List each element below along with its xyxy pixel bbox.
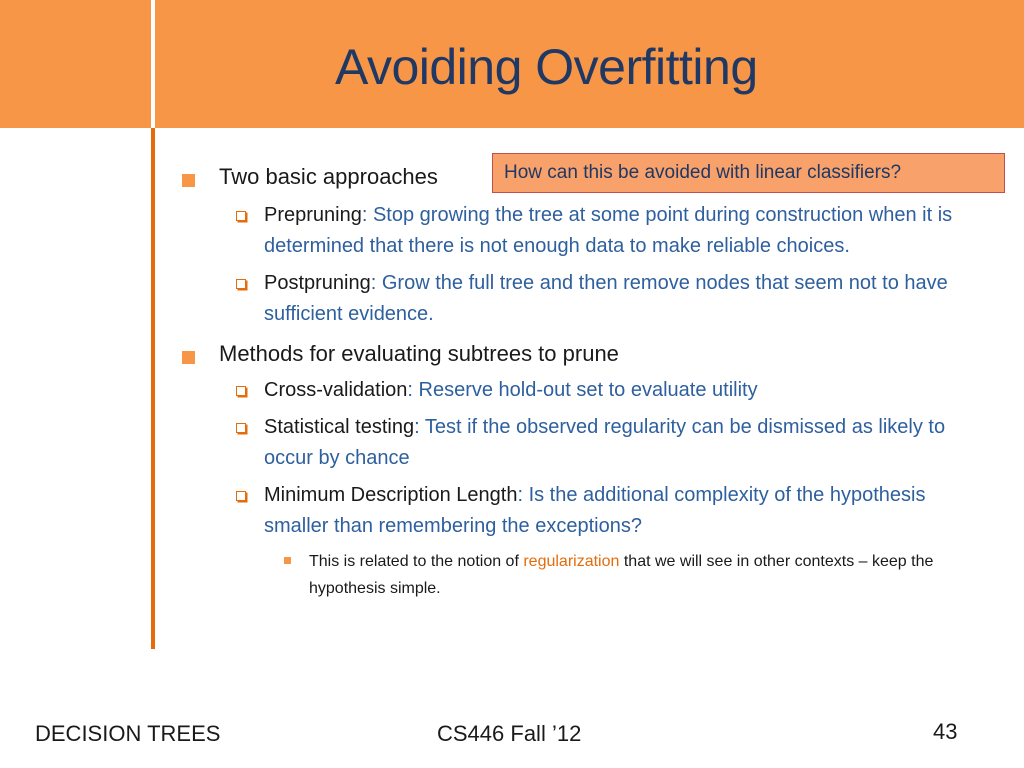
- subbullet-separator: :: [414, 416, 425, 438]
- subbullet-statistical-testing: [264, 412, 954, 474]
- footer-center: CS446 Fall ’12: [437, 721, 582, 746]
- subbullet-mdl: [264, 480, 954, 542]
- callout-box: How can this be avoided with linear classifiers?: [492, 153, 1005, 193]
- subbullet-desc: Test if the observed regularity can be dismissed as likely to occur by chance: [264, 416, 946, 469]
- subbullet-term: Minimum Description Length: [264, 484, 518, 506]
- subbullet-term: Cross-validation: [264, 379, 408, 401]
- subbullet-cross-validation: [264, 375, 954, 406]
- hollow-square-bullet-icon: [236, 211, 246, 221]
- bullet-methods: [180, 339, 970, 369]
- subbullet-term: Prepruning: [264, 204, 362, 226]
- note-text-after: that we will see in other contexts – keep the hypothesis simple.: [309, 553, 934, 597]
- small-square-bullet-icon: [284, 557, 291, 564]
- hollow-square-bullet-icon: [236, 386, 246, 396]
- subbullet-term: Postpruning: [264, 272, 371, 294]
- hollow-square-bullet-icon: [236, 279, 246, 289]
- square-bullet-icon: [182, 351, 195, 364]
- subbullet-desc: Stop growing the tree at some point during construction when it is determined that there is not enough data to make reliable choices.: [264, 204, 953, 257]
- note-highlight: regularization: [523, 553, 620, 570]
- subbullet-separator: :: [370, 272, 382, 294]
- subbullet-separator: :: [517, 484, 529, 506]
- left-rule: [151, 128, 155, 649]
- hollow-square-bullet-icon: [236, 423, 246, 433]
- subbullet-separator: :: [361, 204, 373, 226]
- subbullet-prepruning: [264, 200, 954, 262]
- slide-title: Avoiding Overfitting: [335, 39, 758, 95]
- subbullet-postpruning: [264, 268, 954, 330]
- subbullet-desc: Grow the full tree and then remove nodes that seem not to have sufficient evidence.: [264, 272, 948, 325]
- square-bullet-icon: [182, 174, 195, 187]
- subbullet-separator: :: [407, 379, 419, 401]
- slide-body: [180, 160, 970, 602]
- subbullet-desc: Is the additional complexity of the hypothesis smaller than remembering the exceptions?: [264, 484, 926, 537]
- title-bar: [0, 0, 1024, 128]
- note-regularization: [309, 548, 959, 602]
- hollow-square-bullet-icon: [236, 491, 246, 501]
- page-number: 43: [933, 719, 958, 744]
- bullet-text: Methods for evaluating subtrees to prune: [219, 341, 619, 366]
- subbullet-term: Statistical testing: [264, 416, 415, 438]
- bullet-text: Two basic approaches: [219, 164, 438, 189]
- footer-left: DECISION TREES: [35, 721, 221, 746]
- subbullet-desc: Reserve hold-out set to evaluate utility: [418, 379, 758, 401]
- title-bar-divider: [151, 0, 155, 128]
- note-text-before: This is related to the notion of: [309, 553, 524, 570]
